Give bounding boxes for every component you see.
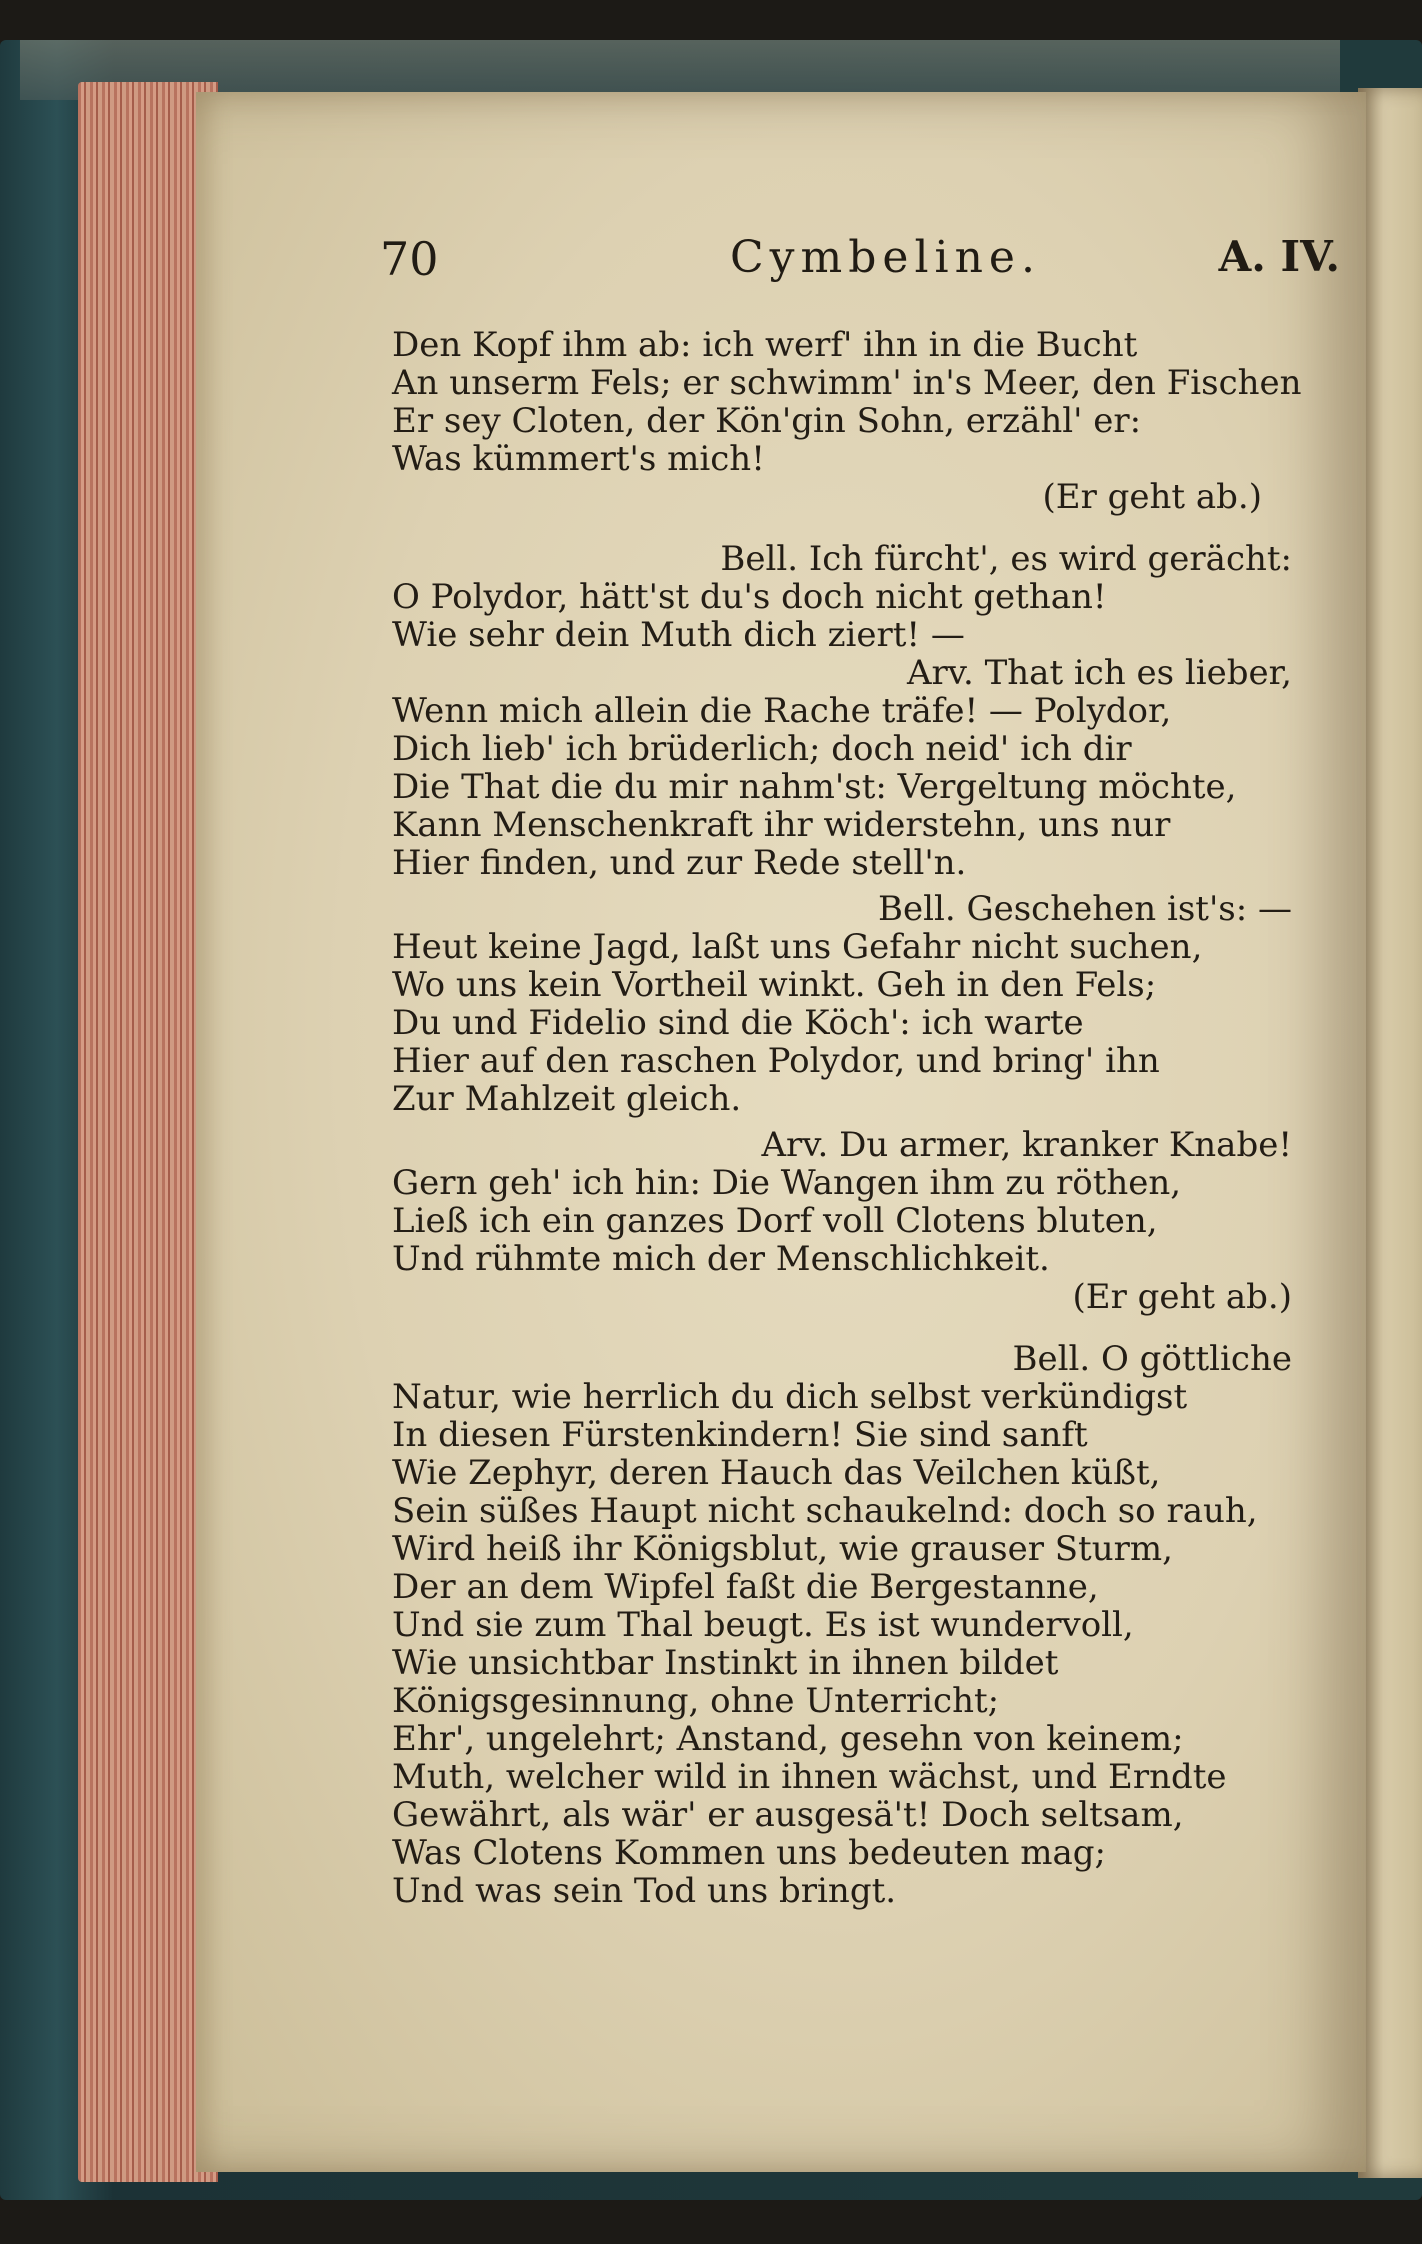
text-line: Und sie zum Thal beugt. Es ist wundervoll, bbox=[392, 1605, 1134, 1645]
page-number: 70 bbox=[380, 232, 439, 286]
text-line: Was kümmert's mich! bbox=[392, 439, 765, 479]
text-line: Hier auf den raschen Polydor, und bring' ihn bbox=[392, 1041, 1160, 1081]
text-line: Du und Fidelio sind die Köch': ich warte bbox=[392, 1003, 1084, 1043]
text-line: Wird heiß ihr Königsblut, wie grauser Sturm, bbox=[392, 1529, 1173, 1569]
text-line: Wie unsichtbar Instinkt in ihnen bildet bbox=[392, 1643, 1059, 1683]
text-line: Sein süßes Haupt nicht schaukelnd: doch so rauh, bbox=[392, 1491, 1258, 1531]
speaker-line: Arv. That ich es lieber, bbox=[907, 653, 1292, 693]
text-line: An unserm Fels; er schwimm' in's Meer, den Fischen bbox=[392, 363, 1302, 403]
text-line: Er sey Cloten, der Kön'gin Sohn, erzähl' er: bbox=[392, 401, 1142, 441]
speaker-line: Bell. O göttliche bbox=[1012, 1339, 1292, 1379]
text-line: Muth, welcher wild in ihnen wächst, und Erndte bbox=[392, 1757, 1227, 1797]
play-text bbox=[392, 325, 1302, 1911]
text-line: Wenn mich allein die Rache träfe! — Polydor, bbox=[392, 691, 1172, 731]
text-line: O Polydor, hätt'st du's doch nicht gethan! bbox=[392, 577, 1107, 617]
text-line: Gewährt, als wär' er ausgesä't! Doch seltsam, bbox=[392, 1795, 1184, 1835]
text-line: Den Kopf ihm ab: ich werf' ihn in die Bucht bbox=[392, 325, 1138, 365]
text-line: In diesen Fürstenkindern! Sie sind sanft bbox=[392, 1415, 1088, 1455]
speaker-line: Bell. Ich fürcht', es wird gerächt: bbox=[720, 539, 1292, 579]
text-line: Gern geh' ich hin: Die Wangen ihm zu röthen, bbox=[392, 1163, 1182, 1203]
text-line: Kann Menschenkraft ihr widerstehn, uns nur bbox=[392, 805, 1171, 845]
stage-direction: (Er geht ab.) bbox=[1042, 477, 1262, 517]
text-line: Dich lieb' ich brüderlich; doch neid' ich dir bbox=[392, 729, 1132, 769]
text-line: Die That die du mir nahm'st: Vergeltung möchte, bbox=[392, 767, 1237, 807]
stage-direction: (Er geht ab.) bbox=[1072, 1277, 1292, 1317]
page-header bbox=[380, 232, 1340, 292]
text-line: Ehr', ungelehrt; Anstand, gesehn von keinem; bbox=[392, 1719, 1184, 1759]
cover-spine-edge bbox=[20, 40, 1340, 100]
text-line: Und was sein Tod uns bringt. bbox=[392, 1871, 897, 1911]
text-line: Wie Zephyr, deren Hauch das Veilchen küßt, bbox=[392, 1453, 1161, 1493]
facing-page-edge bbox=[1358, 88, 1422, 2178]
text-line: Wo uns kein Vortheil winkt. Geh in den Fels; bbox=[392, 965, 1157, 1005]
text-line: Was Clotens Kommen uns bedeuten mag; bbox=[392, 1833, 1107, 1873]
speaker-line: Bell. Geschehen ist's: — bbox=[877, 889, 1292, 929]
running-title: Cymbeline. bbox=[730, 232, 1041, 283]
text-line: Natur, wie herrlich du dich selbst verkündigst bbox=[392, 1377, 1188, 1417]
text-line: Ließ ich ein ganzes Dorf voll Clotens bluten, bbox=[392, 1201, 1158, 1241]
text-line: Der an dem Wipfel faßt die Bergestanne, bbox=[392, 1567, 1099, 1607]
text-line: Heut keine Jagd, laßt uns Gefahr nicht suchen, bbox=[392, 927, 1203, 967]
text-line: Königsgesinnung, ohne Unterricht; bbox=[392, 1681, 1000, 1721]
text-line: Und rühmte mich der Menschlichkeit. bbox=[392, 1239, 1050, 1279]
speaker-line: Arv. Du armer, kranker Knabe! bbox=[761, 1125, 1292, 1165]
text-line: Wie sehr dein Muth dich ziert! — bbox=[392, 615, 965, 655]
text-line: Hier finden, und zur Rede stell'n. bbox=[392, 843, 967, 883]
act-marker: A. IV. bbox=[1218, 232, 1340, 281]
text-line: Zur Mahlzeit gleich. bbox=[392, 1079, 742, 1119]
